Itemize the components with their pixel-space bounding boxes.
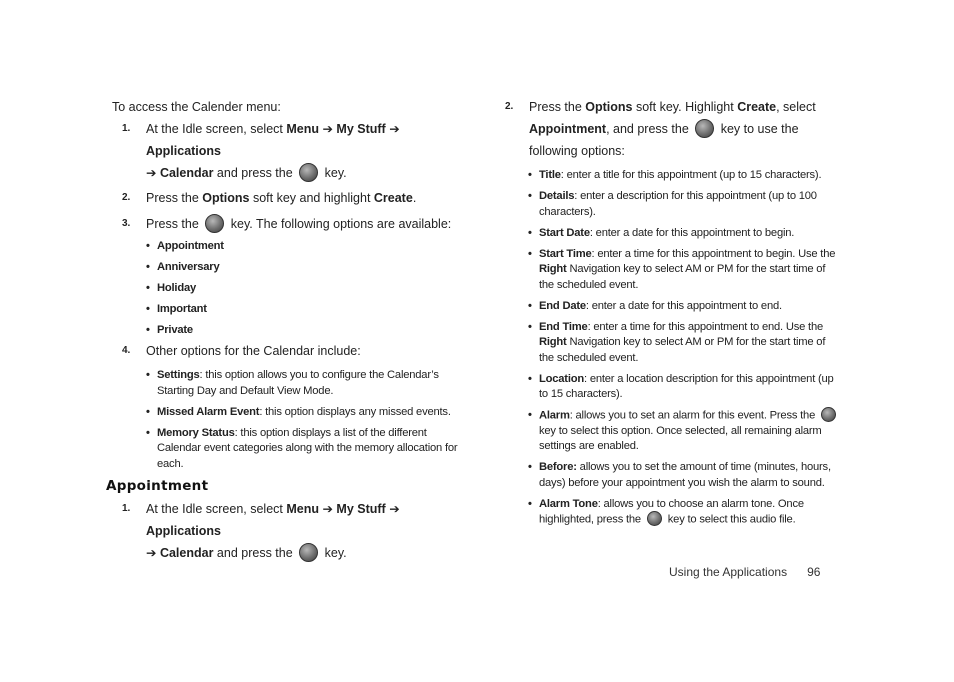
list-item: • Private	[146, 322, 462, 339]
navigation-key-icon	[299, 543, 318, 562]
left-column	[106, 96, 462, 564]
page-number: 96	[807, 565, 821, 579]
page-footer	[669, 565, 820, 579]
list-item: • Settings: this option allows you to configure the Calendar’s Starting Day and Default View Mode.	[146, 368, 462, 399]
appointment-step-2: 2. Press the Options soft key. Highlight Create, select Appointment, and press the key to use the following options:	[505, 100, 816, 158]
list-item: • Missed Alarm Event: this option displays any missed events.	[146, 405, 462, 421]
navigation-key-icon	[821, 407, 836, 422]
list-item: • Start Date: enter a date for this appointment to begin.	[528, 226, 840, 242]
step-2: 2. Press the Options soft key and highlight Create.	[122, 191, 417, 205]
list-item: • Location: enter a location description for this appointment (up to 15 characters).	[528, 372, 840, 403]
list-item: • Memory Status: this option displays a list of the different Calendar event categories along with the memory allocation for each.	[146, 426, 462, 473]
intro-text: To access the Calender menu:	[112, 100, 281, 114]
right-column	[505, 96, 840, 534]
list-item: • Important	[146, 301, 462, 318]
step-1: 1. At the Idle screen, select Menu ➔ My Stuff ➔ Applications ➔ Calendar and press the key.	[112, 118, 462, 184]
navigation-key-icon	[205, 214, 224, 233]
appointment-fields-list	[528, 168, 840, 528]
list-item: • Before: allows you to set the amount of time (minutes, hours, days) before your appointment you wish the alarm to sound.	[528, 460, 840, 491]
list-item: • End Time: enter a time for this appointment to end. Use the Right Navigation key to select AM or PM for the start time of the scheduled event.	[528, 320, 840, 367]
list-item: • Holiday	[146, 280, 462, 297]
navigation-key-icon	[695, 119, 714, 138]
other-options-list	[146, 368, 462, 472]
navigation-key-icon	[299, 163, 318, 182]
appointment-step-1: 1. At the Idle screen, select Menu ➔ My Stuff ➔ Applications ➔ Calendar and press the key.	[112, 498, 462, 564]
navigation-key-icon	[647, 511, 662, 526]
calendar-options-list	[146, 238, 462, 339]
list-item: • Title: enter a title for this appointment (up to 15 characters).	[528, 168, 840, 184]
step-4: 4. Other options for the Calendar include:	[122, 344, 361, 358]
section-title: Appointment	[106, 478, 209, 494]
list-item: • Appointment	[146, 238, 462, 255]
footer-section: Using the Applications	[669, 565, 788, 579]
step-3: 3. Press the key. The following options are available:	[112, 213, 462, 235]
list-item: • Alarm: allows you to set an alarm for this event. Press the key to select this option. Once selected, all remaining alarm settings are enabled.	[528, 408, 840, 455]
list-item: • Alarm Tone: allows you to choose an alarm tone. Once highlighted, press the key to select this audio file.	[528, 497, 840, 528]
list-item: • End Date: enter a date for this appointment to end.	[528, 299, 840, 315]
list-item: • Start Time: enter a time for this appointment to begin. Use the Right Navigation key to select AM or PM for the start time of the scheduled event.	[528, 247, 840, 294]
list-item: • Anniversary	[146, 259, 462, 276]
list-item: • Details: enter a description for this appointment (up to 100 characters).	[528, 189, 840, 220]
